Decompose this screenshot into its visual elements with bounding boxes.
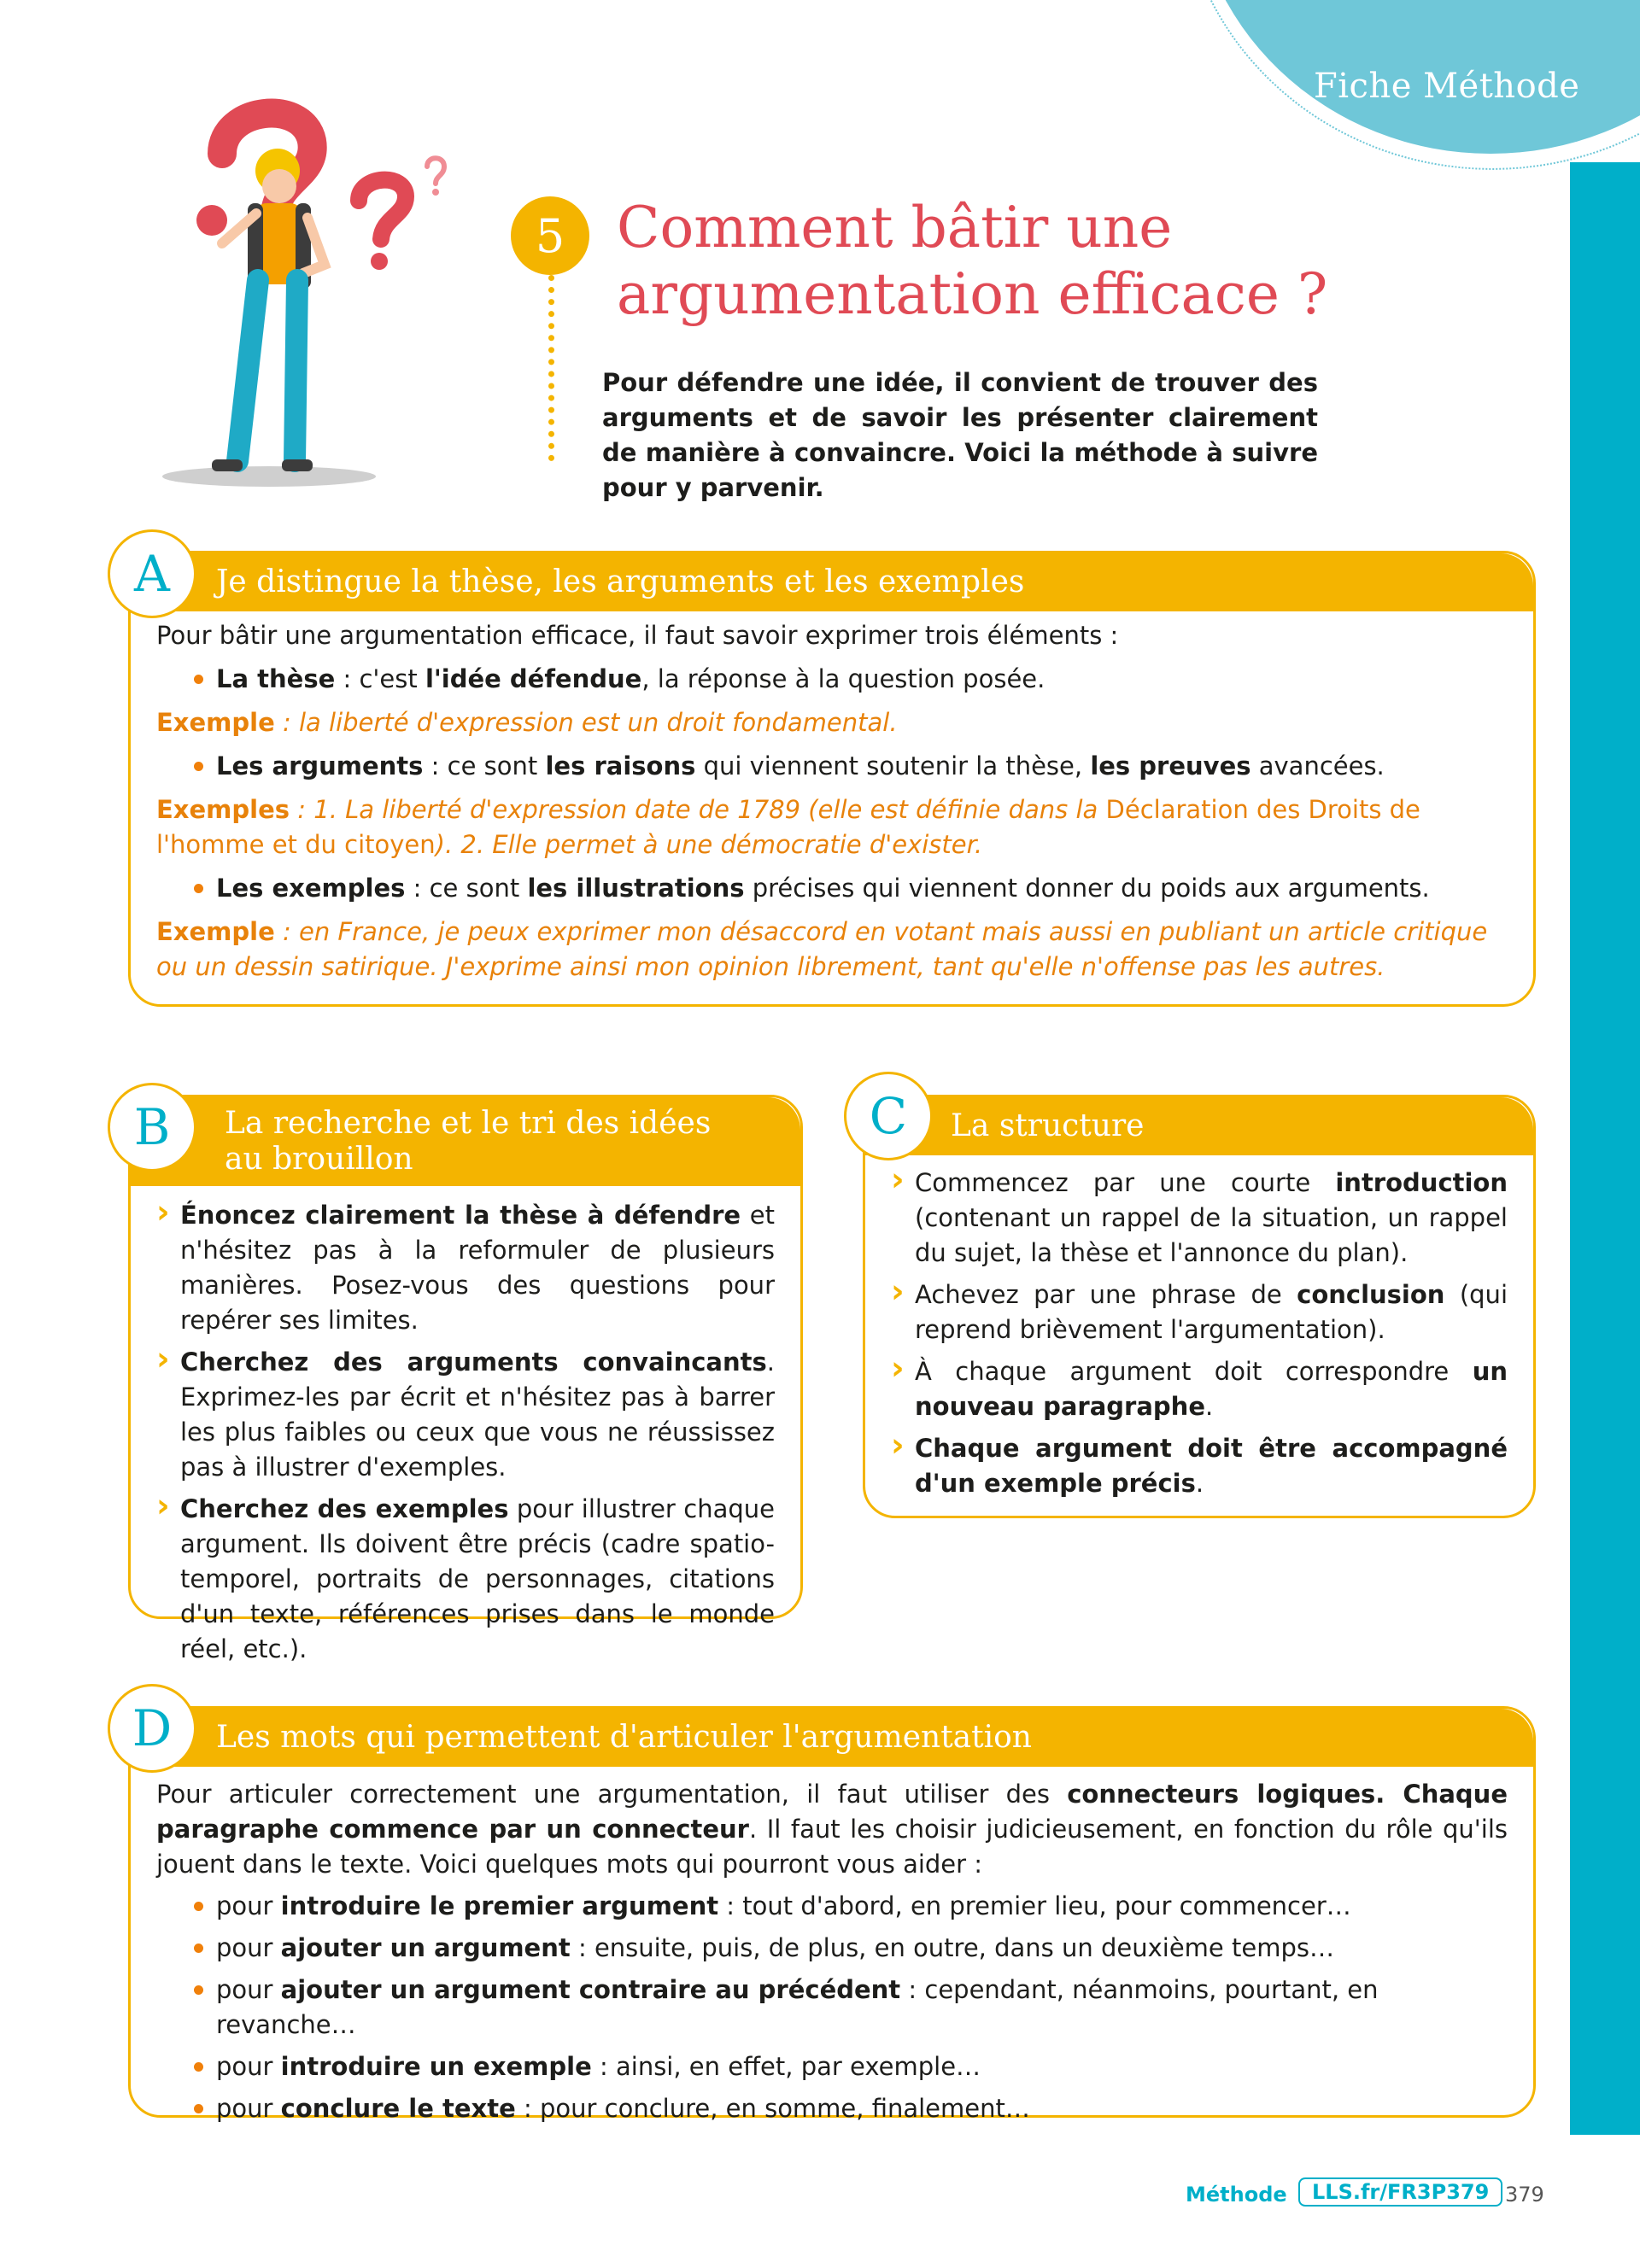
section-a-intro: Pour bâtir une argumentation efficace, il faut savoir exprimer trois éléments :: [156, 621, 1119, 650]
section-b-header: [131, 1097, 800, 1186]
section-a-box: [128, 551, 1536, 1007]
method-number-badge: 5: [511, 196, 589, 275]
bullet-exemples: Les exemples : ce sont les illustrations précises qui viennent donner du poids aux arguments.: [156, 871, 1508, 906]
section-a-heading: Je distingue la thèse, les arguments et les exemples: [216, 564, 1025, 599]
held-ball: [196, 205, 227, 236]
section-b-box: [128, 1095, 803, 1663]
side-color-bar: [1570, 162, 1640, 2135]
section-c-heading: La structure: [951, 1108, 1145, 1143]
medium-question-mark-icon: [359, 180, 406, 239]
section-c-header: [865, 1097, 1533, 1155]
questioning-person-illustration: [162, 94, 461, 495]
list-item: › Énoncez clairement la thèse à défendre et n'hésitez pas à la reformuler de plusieurs manières. Posez-vous des questions pour repérer ses limites.: [156, 1198, 775, 1338]
section-a-header: [131, 553, 1533, 611]
section-b-letter-badge: B: [108, 1083, 196, 1172]
list-item: pour introduire le premier argument : tout d'abord, en premier lieu, pour commencer…: [156, 1889, 1508, 1924]
list-item: › À chaque argument doit correspondre un nouveau paragraphe.: [891, 1354, 1508, 1424]
example-exemples: Exemple : en France, je peux exprimer mon désaccord en votant mais aussi en publiant un article critique ou un dessin satirique. J'exprime ainsi mon opinion librement, tant qu'elle n'offense pas les autres.: [156, 917, 1488, 981]
shadow: [162, 466, 376, 487]
section-d-heading: Les mots qui permettent d'articuler l'argumentation: [216, 1720, 1032, 1755]
section-c-box: [863, 1095, 1536, 1518]
example-arguments: Exemples : 1. La liberté d'expression date de 1789 (elle est définie dans la Déclaration des Droits de l'homme et du citoyen). 2. Elle permet à une démocratie d'exister.: [156, 795, 1420, 859]
title-line-2: argumentation efficace ?: [617, 261, 1328, 327]
section-d-letter-badge: D: [108, 1684, 196, 1773]
list-item: pour introduire un exemple : ainsi, en effet, par exemple…: [156, 2049, 1508, 2084]
section-d-header: [131, 1709, 1533, 1767]
footer-section-label: Méthode: [1186, 2183, 1287, 2207]
section-a-letter-badge: A: [108, 529, 196, 618]
bullet-arguments: Les arguments : ce sont les raisons qui viennent soutenir la thèse, les preuves avancées.: [156, 749, 1508, 784]
bullet-these: La thèse : c'est l'idée défendue, la réponse à la question posée.: [156, 662, 1508, 697]
section-c-content: [865, 1155, 1533, 1501]
section-a-content: [131, 611, 1533, 985]
list-item: › Cherchez des arguments convaincants. Exprimez-les par écrit et n'hésitez pas à barrer les plus faibles ou ceux que vous ne réussissez pas à illustrer d'exemples.: [156, 1345, 775, 1485]
section-d-intro: Pour articuler correctement une argumentation, il faut utiliser des connecteurs logiques. Chaque paragraphe commence par un connecteur. Il faut les choisir judicieusement, en fonction du rôle qu'ils jouent dans le texte. Voici quelques mots qui pourront vous aider :: [156, 1780, 1508, 1879]
list-item: › Cherchez des exemples pour illustrer chaque argument. Ils doivent être précis (cadre spatio-temporel, portraits de personnages, citations d'un texte, références prises dans le monde réel, etc.).: [156, 1492, 775, 1667]
section-d-box: [128, 1706, 1536, 2123]
list-item: pour conclure le texte : pour conclure, en somme, finalement…: [156, 2091, 1508, 2126]
small-question-mark-icon: [427, 158, 444, 184]
section-b-content: [131, 1186, 800, 1667]
intro-paragraph: Pour défendre une idée, il convient de trouver des arguments et de savoir les présenter clairement de manière à convaincre. Voici la méthode à suivre pour y parvenir.: [602, 368, 1318, 502]
left-leg: [237, 280, 258, 461]
page-title: [617, 195, 1327, 328]
list-item: › Commencez par une courte introduction (contenant un rappel de la situation, un rappel du sujet, la thèse et l'annonce du plan).: [891, 1166, 1508, 1271]
footer-resource-link[interactable]: LLS.fr/FR3P379: [1298, 2177, 1502, 2207]
list-item: pour ajouter un argument : ensuite, puis, de plus, en outre, dans un deuxième temps…: [156, 1931, 1508, 1966]
right-leg: [295, 280, 297, 461]
example-these: Exemple : la liberté d'expression est un droit fondamental.: [156, 708, 898, 737]
title-line-1: Comment bâtir une: [617, 195, 1173, 260]
page-number: 379: [1505, 2183, 1544, 2207]
list-item: pour ajouter un argument contraire au précédent : cependant, néanmoins, pourtant, en revanche…: [156, 1973, 1508, 2043]
section-c-letter-badge: C: [844, 1072, 933, 1160]
section-b-heading: La recherche et le tri des idées au brouillon: [225, 1106, 712, 1177]
list-item: › Chaque argument doit être accompagné d'un exemple précis.: [891, 1431, 1508, 1501]
dotted-connector: [548, 275, 554, 461]
tab-label: Fiche Méthode: [1314, 67, 1580, 106]
section-d-content: [131, 1767, 1533, 2126]
list-item: › Achevez par une phrase de conclusion (qui reprend brièvement l'argumentation).: [891, 1277, 1508, 1347]
face: [262, 169, 296, 203]
